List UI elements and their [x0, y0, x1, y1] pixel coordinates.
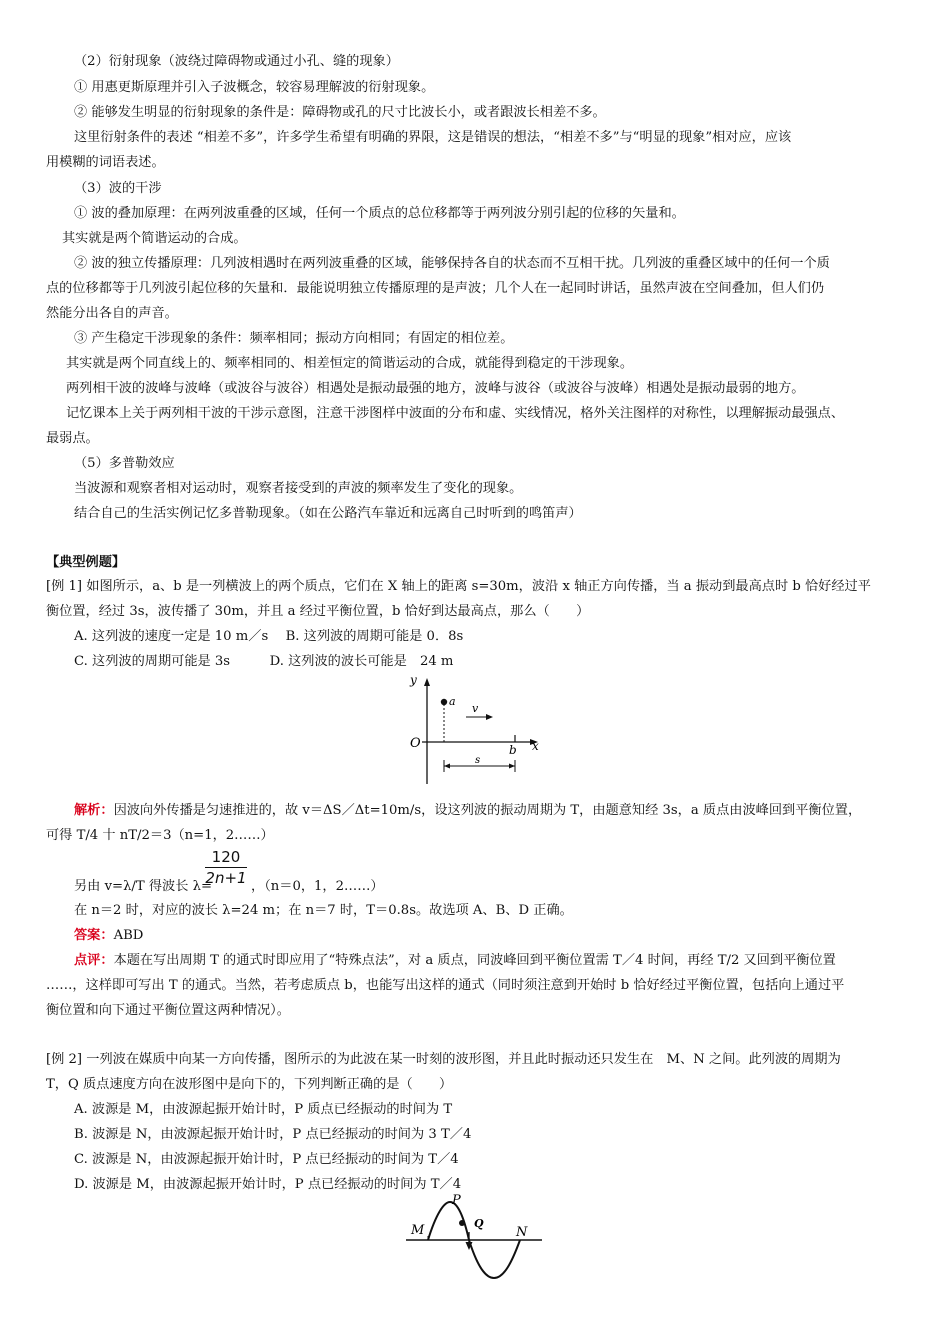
- example1-comment-line1: [74, 952, 938, 970]
- example1-analysis-line1: [74, 802, 938, 820]
- example2-option-d: D. 波源是 M，由波源起振开始计时，P 点已经振动的时间为 T／4: [74, 1177, 462, 1192]
- figure-b-label: b: [509, 743, 517, 757]
- diffraction-title: （2）衍射现象（波绕过障碍物或通过小孔、缝的现象）: [74, 54, 399, 69]
- example1-wave-figure: [404, 672, 546, 788]
- fraction-numerator: 120: [205, 847, 247, 868]
- figure-v-label: v: [472, 702, 479, 715]
- example1-comment-line2: ……，这样即可写出 T 的通式。当然，若考虑质点 b，也能写出这样的通式（同时须注意到开始时 b 恰好经过平衡位置，包括向上通过平: [46, 978, 845, 993]
- doppler-point-1: 当波源和观察者相对运动时，观察者接受到的声波的频率发生了变化的现象。: [74, 481, 523, 496]
- diffraction-point-2: ② 能够发生明显的衍射现象的条件是：障碍物或孔的尺寸比波长小，或者跟波长相差不多。: [74, 105, 606, 120]
- example1-analysis-line4: 在 n＝2 时，对应的波长 λ=24 m；在 n＝7 时，T＝0.8s。故选项 A、B、D 正确。: [74, 903, 573, 918]
- example1-options-cd: C. 这列波的周期可能是 3s D. 这列波的波长可能是 24 m: [74, 654, 454, 669]
- figure-origin-label: O: [410, 736, 421, 751]
- example1-answer: [74, 927, 938, 945]
- interference-point-5-line2: 最弱点。: [46, 431, 99, 446]
- example1-analysis-line3-prefix: 另由 v=λ/T 得波长 λ=: [74, 879, 213, 894]
- interference-point-4: 两列相干波的波峰与波峰（或波谷与波谷）相遇处是振动最强的地方，波峰与波谷（或波谷与波峰）相遇处是振动最弱的地方。: [66, 381, 805, 396]
- example2-option-c: C. 波源是 N，由波源起振开始计时，P 点已经振动的时间为 T／4: [74, 1152, 459, 1167]
- interference-point-1-note: 其实就是两个简谐运动的合成。: [62, 231, 247, 246]
- diffraction-note-line1: 这里衍射条件的表述 “相差不多”，许多学生希望有明确的界限，这是错误的想法，“相差不多”与“明显的现象”相对应，应该: [74, 130, 792, 145]
- interference-point-3-note: 其实就是两个同直线上的、频率相同的、相差恒定的简谐运动的合成，就能得到稳定的干涉现象。: [66, 356, 634, 371]
- figure-a-label: a: [449, 695, 456, 708]
- answer-label: 答案：: [74, 928, 114, 943]
- example1-stem-line2: 衡位置，经过 3s，波传播了 30m，并且 a 经过平衡位置，b 恰好到达最高点，那么（ ）: [46, 604, 590, 619]
- interference-point-1: ① 波的叠加原理：在两列波重叠的区域，任何一个质点的总位移都等于两列波分别引起的位移的矢量和。: [74, 206, 685, 221]
- analysis-text: 因波向外传播是匀速推进的，故 v＝ΔS／Δt=10m/s，设这列波的振动周期为 T，由题意知经 3s，a 质点由波峰回到平衡位置，: [113, 803, 862, 818]
- figure-y-label: y: [410, 673, 417, 687]
- doppler-point-2: 结合自己的生活实例记忆多普勒现象。（如在公路汽车靠近和远离自己时听到的鸣笛声）: [74, 506, 582, 521]
- example1-analysis-line3-suffix: ，（n＝0，1，2……）: [251, 879, 384, 894]
- interference-point-2-line1: ② 波的独立传播原理：几列波相遇时在两列波重叠的区域，能够保持各自的状态而不互相干扰。几列波的重叠区域中的任何一个质: [74, 256, 830, 271]
- example2-stem-line2: T，Q 质点速度方向在波形图中是向下的，下列判断正确的是（ ）: [46, 1077, 453, 1092]
- figure-s-label: s: [475, 755, 481, 766]
- figure-x-label: x: [532, 739, 539, 753]
- analysis-label: 解析：: [74, 803, 114, 818]
- example2-option-a: A. 波源是 M，由波源起振开始计时，P 质点已经振动的时间为 T: [74, 1102, 453, 1117]
- doppler-title: （5）多普勒效应: [74, 456, 175, 471]
- interference-point-2-line2: 点的位移都等于几列波引起位移的矢量和．最能说明独立传播原理的是声波；几个人在一起同时讲话，虽然声波在空间叠加，但人们仍: [46, 281, 825, 296]
- example1-analysis-line2: 可得 T/4 十 nT/2＝3（n=1，2……）: [46, 828, 274, 843]
- example1-options-ab: A. 这列波的速度一定是 10 m／s B. 这列波的周期可能是 0．8s: [74, 629, 464, 644]
- example2-waveform-figure: [402, 1192, 548, 1284]
- fraction-denominator: 2n+1: [205, 869, 247, 887]
- diffraction-note-line2: 用模糊的词语表述。: [46, 155, 165, 170]
- figure-n-label: N: [516, 1225, 528, 1240]
- diffraction-point-1: ① 用惠更斯原理并引入子波概念，较容易理解波的衍射现象。: [74, 80, 435, 95]
- example1-stem-line1: [例 1] 如图所示，a、b 是一列横波上的两个质点，它们在 X 轴上的距离 s=30m，波沿 x 轴正方向传播，当 a 振动到最高点时 b 恰好经过平: [46, 579, 871, 594]
- figure-q-label: Q: [474, 1217, 484, 1230]
- figure-p-label: P: [452, 1193, 461, 1208]
- interference-title: （3）波的干涉: [74, 181, 162, 196]
- comment-text: 本题在写出周期 T 的通式时即应用了“特殊点法”，对 a 质点，同波峰回到平衡位置需 T／4 时间，再经 T/2 又回到平衡位置: [113, 953, 836, 968]
- example1-comment-line3: 衡位置和向下通过平衡位置这两种情况）。: [46, 1003, 290, 1018]
- answer-value: ABD: [113, 928, 144, 943]
- interference-point-3: ③ 产生稳定干涉现象的条件：频率相同；振动方向相同；有固定的相位差。: [74, 331, 514, 346]
- example2-stem-line1: [例 2] 一列波在媒质中向某一方向传播，图所示的为此波在某一时刻的波形图，并且此时振动还只发生在 M、N 之间。此列波的周期为: [46, 1052, 841, 1067]
- figure-m-label: M: [411, 1223, 425, 1238]
- interference-point-2-line3: 然能分出各自的声音。: [46, 306, 178, 321]
- examples-heading: 【典型例题】: [46, 555, 126, 570]
- interference-point-5-line1: 记忆课本上关于两列相干波的干涉示意图，注意干涉图样中波面的分布和虚、实线情况，格外关注图样的对称性，以理解振动最强点、: [66, 406, 845, 421]
- example2-option-b: B. 波源是 N，由波源起振开始计时，P 点已经振动的时间为 3 T／4: [74, 1127, 472, 1142]
- comment-label: 点评：: [74, 953, 114, 968]
